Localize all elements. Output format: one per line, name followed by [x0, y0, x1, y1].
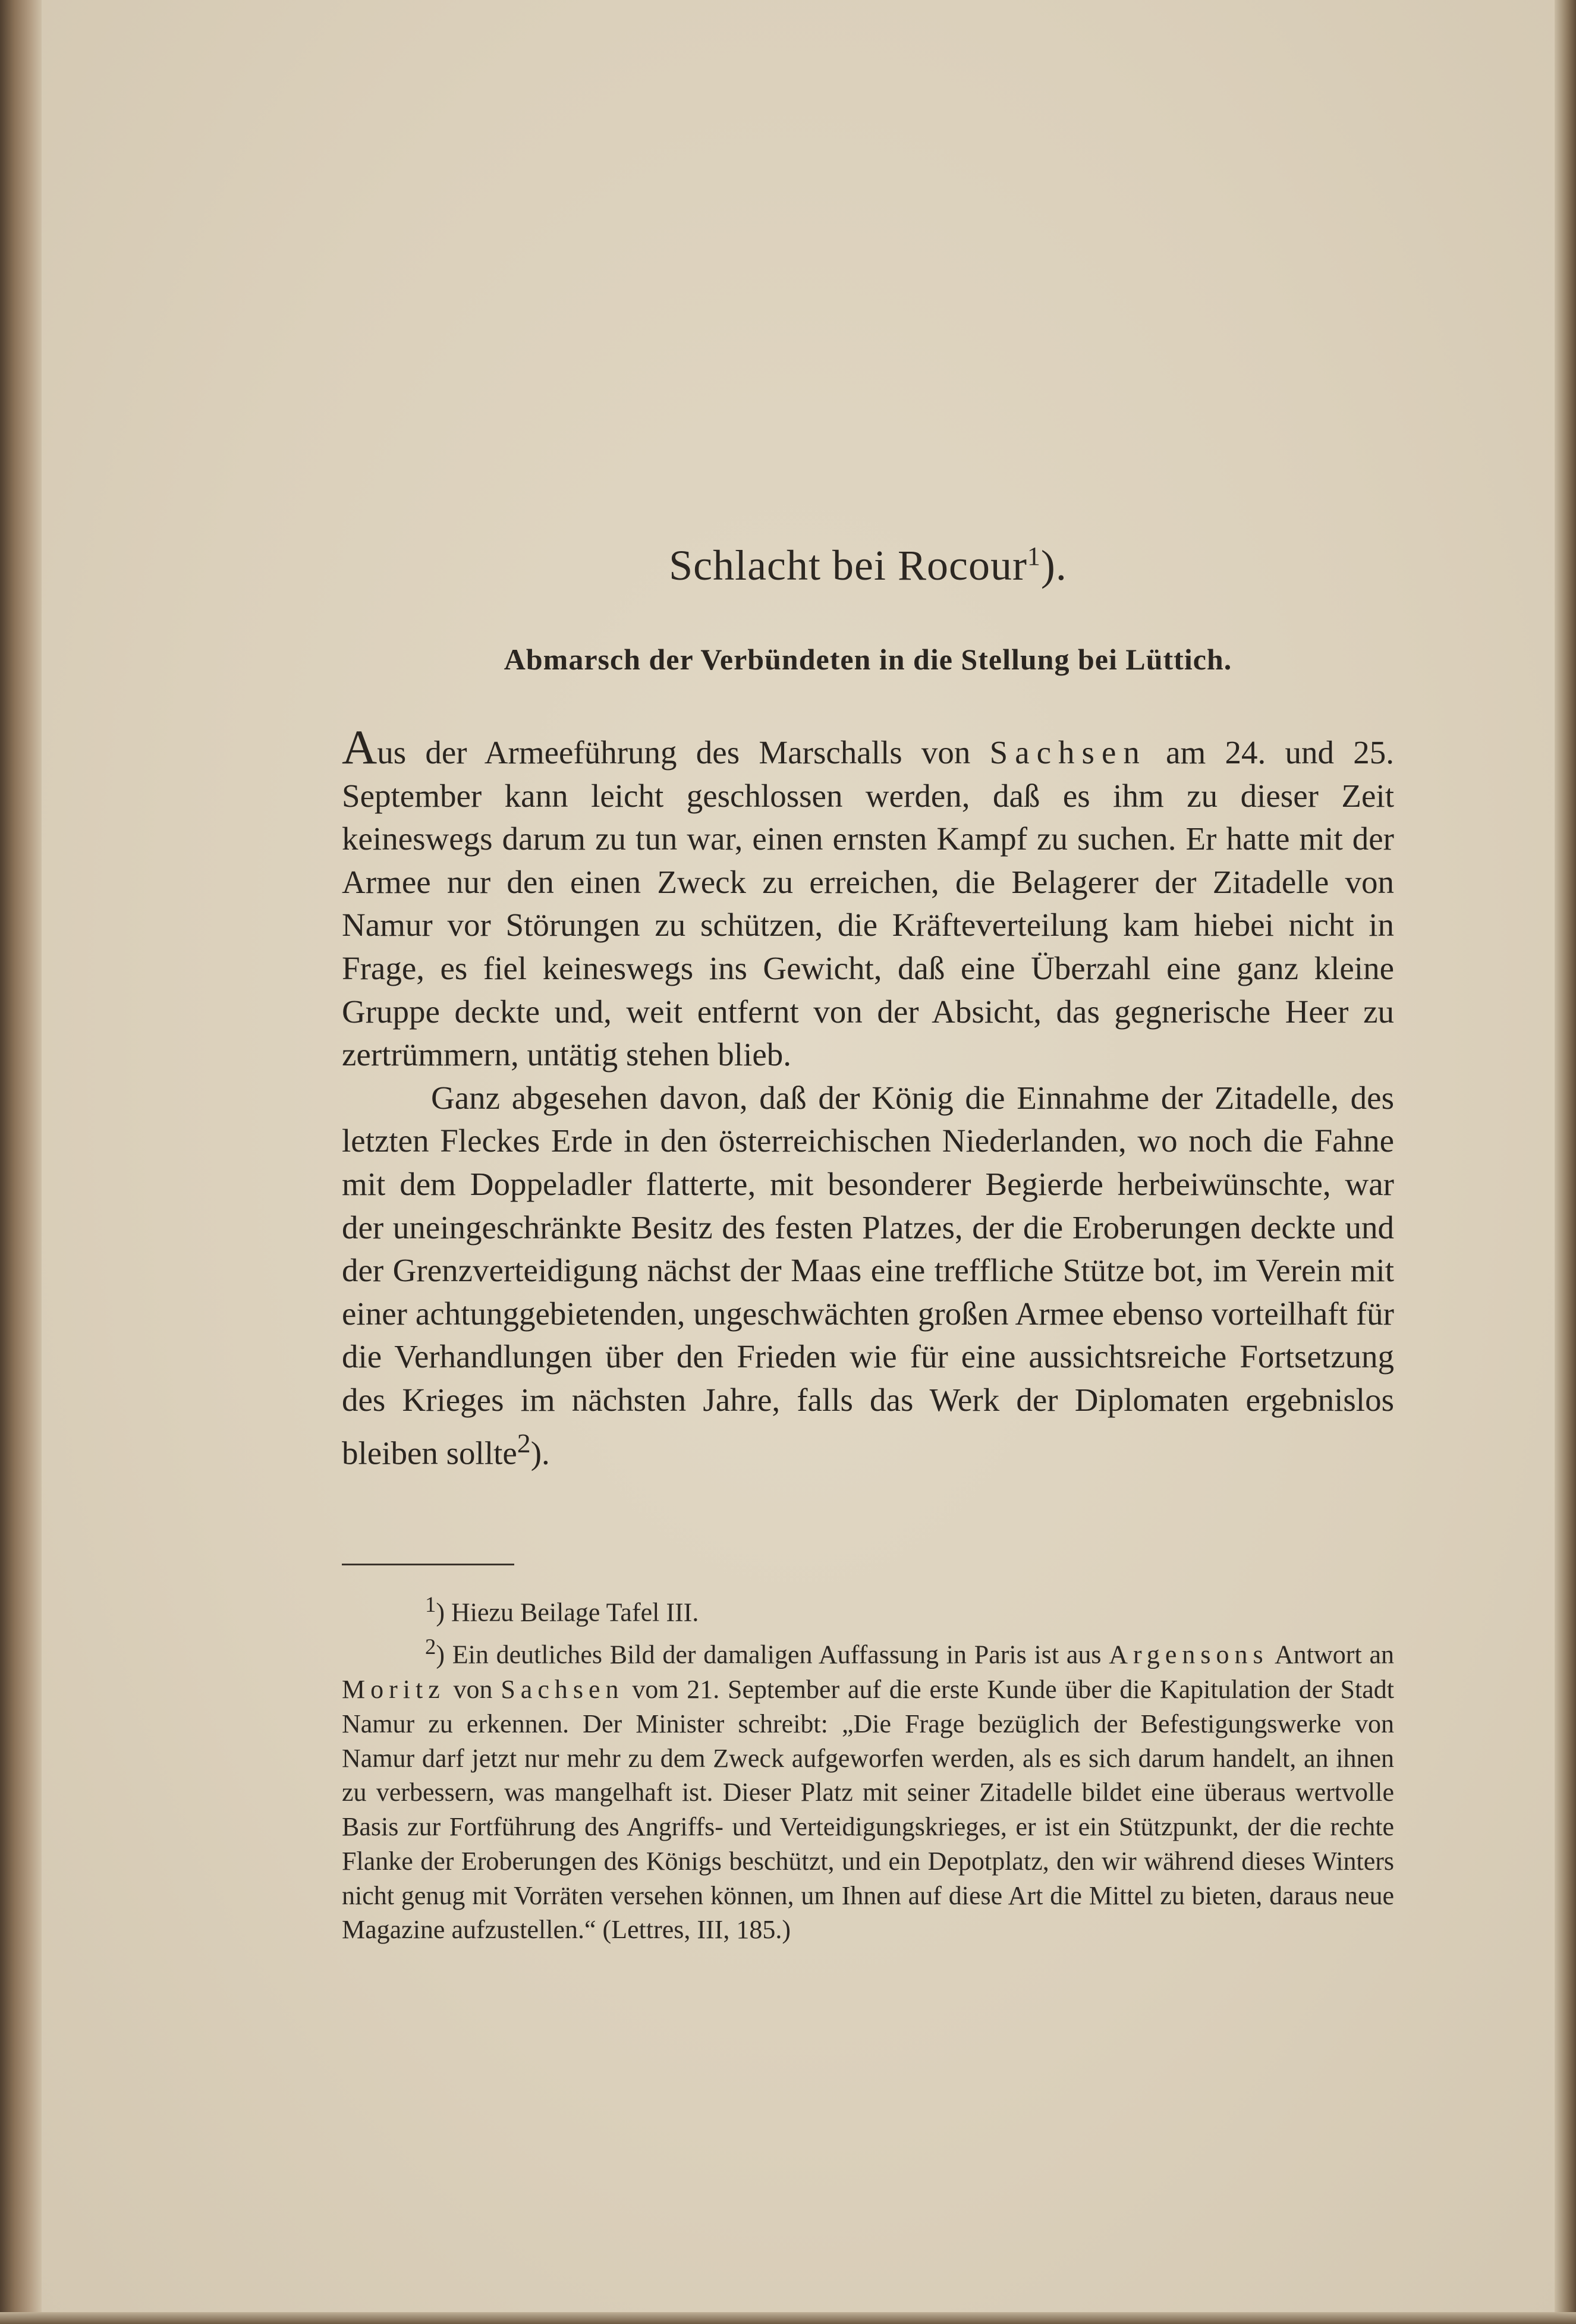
person-name-sachsen: Sachsen: [989, 734, 1147, 771]
person-name-moritz: Moritz: [342, 1674, 445, 1704]
paragraph-2-text: Ganz abgesehen davon, daß der König die Einnahme der Zitadelle, des letzten Fleckes Erde in den österreichischen Niederlanden, wo noch die Fahne mit dem Doppeladler flatterte, mit besonderer Begierde herbeiwünschte, war der uneingeschränkte Besitz des festen Platzes, der die Eroberungen deckte und der Grenzverteidigung nächst der Maas eine treffliche Stütze bot, im Verein mit einer achtunggebietenden, ungeschwächten großen Armee ebenso vorteilhaft für die Verhandlungen über den Frieden wie für eine aussichtsreiche Fortsetzung des Krieges im nächsten Jahre, falls das Werk der Diplomaten ergebnislos bleiben sollte: [342, 1079, 1394, 1471]
chapter-title-text: Schlacht bei Rocour: [669, 542, 1027, 589]
chapter-title: [342, 541, 1394, 590]
footnotes: [342, 1587, 1394, 1947]
paragraph-1: [342, 720, 1394, 1077]
page-bottom-edge: [0, 2312, 1576, 2324]
footnote-ref-1[interactable]: 1: [1027, 542, 1041, 571]
book-spine-shadow: [0, 0, 42, 2324]
chapter-title-closing: ).: [1040, 542, 1067, 589]
footnote-2-marker: 2: [425, 1634, 436, 1659]
footnote-2-part-2: Antwort an: [1268, 1640, 1394, 1670]
drop-cap: A: [342, 720, 378, 774]
person-name-sachsen-footnote: Sachsen: [501, 1674, 624, 1704]
paragraph-2-closing: ).: [530, 1434, 550, 1471]
footnote-2: [342, 1630, 1394, 1947]
paragraph-1-part-2: am 24. und 25. September kann leicht geschlossen werden, daß es ihm zu dieser Zeit keineswegs darum zu tun war, einen ernsten Kampf zu suchen. Er hatte mit der Armee nur den einen Zweck zu erreichen, die Belagerer der Zitadelle von Namur vor Störungen zu schützen, die Kräfteverteilung kam hiebei nicht in Frage, es fiel keineswegs ins Gewicht, daß eine Überzahl eine ganz kleine Gruppe deckte und, weit entfernt von der Absicht, das gegnerische Heer zu zertrümmern, untätig stehen blieb.: [342, 734, 1394, 1073]
footnote-2-part-4: vom 21. September auf die erste Kunde über die Kapitulation der Stadt Namur zu erkennen. Der Minister schreibt: „Die Frage bezüglich der Befestigungswerke von Namur darf jetzt nur mehr zu dem Zweck aufgeworfen werden, als es sich darum handelt, an ihnen zu verbessern, was mangelhaft ist. Dieser Platz mit seiner Zitadelle bildet eine überaus wertvolle Basis zur Fortführung des Angriffs- und Verteidigungskrieges, er ist ein Stützpunkt, der die rechte Flanke der Eroberungen des Königs beschützt, und ein Depotplatz, den wir während dieses Winters nicht genug mit Vorräten versehen können, um Ihnen auf diese Art die Mittel zu bieten, daraus neue Magazine aufzustellen.“ (Lettres, III, 185.): [342, 1674, 1394, 1945]
footnote-separator: [342, 1564, 514, 1565]
footnote-2-part-3: von: [445, 1674, 501, 1704]
footnote-1: [342, 1587, 1394, 1630]
section-subtitle: Abmarsch der Verbündeten in die Stellung bei Lüttich.: [504, 643, 1232, 676]
page-right-edge: [1555, 0, 1576, 2324]
footnote-1-marker: 1: [425, 1592, 436, 1617]
paragraph-2: [342, 1077, 1394, 1475]
footnote-2-part-1: ) Ein deutliches Bild der damaligen Auffassung in Paris ist aus: [436, 1640, 1109, 1670]
footnote-ref-2[interactable]: 2: [517, 1427, 531, 1458]
footnote-1-text: ) Hiezu Beilage Tafel III.: [436, 1597, 699, 1627]
body-text: [342, 720, 1394, 1474]
paragraph-1-part-1: us der Armeeführung des Marschalls von: [377, 734, 990, 771]
person-name-argensons: Argensons: [1109, 1640, 1269, 1670]
